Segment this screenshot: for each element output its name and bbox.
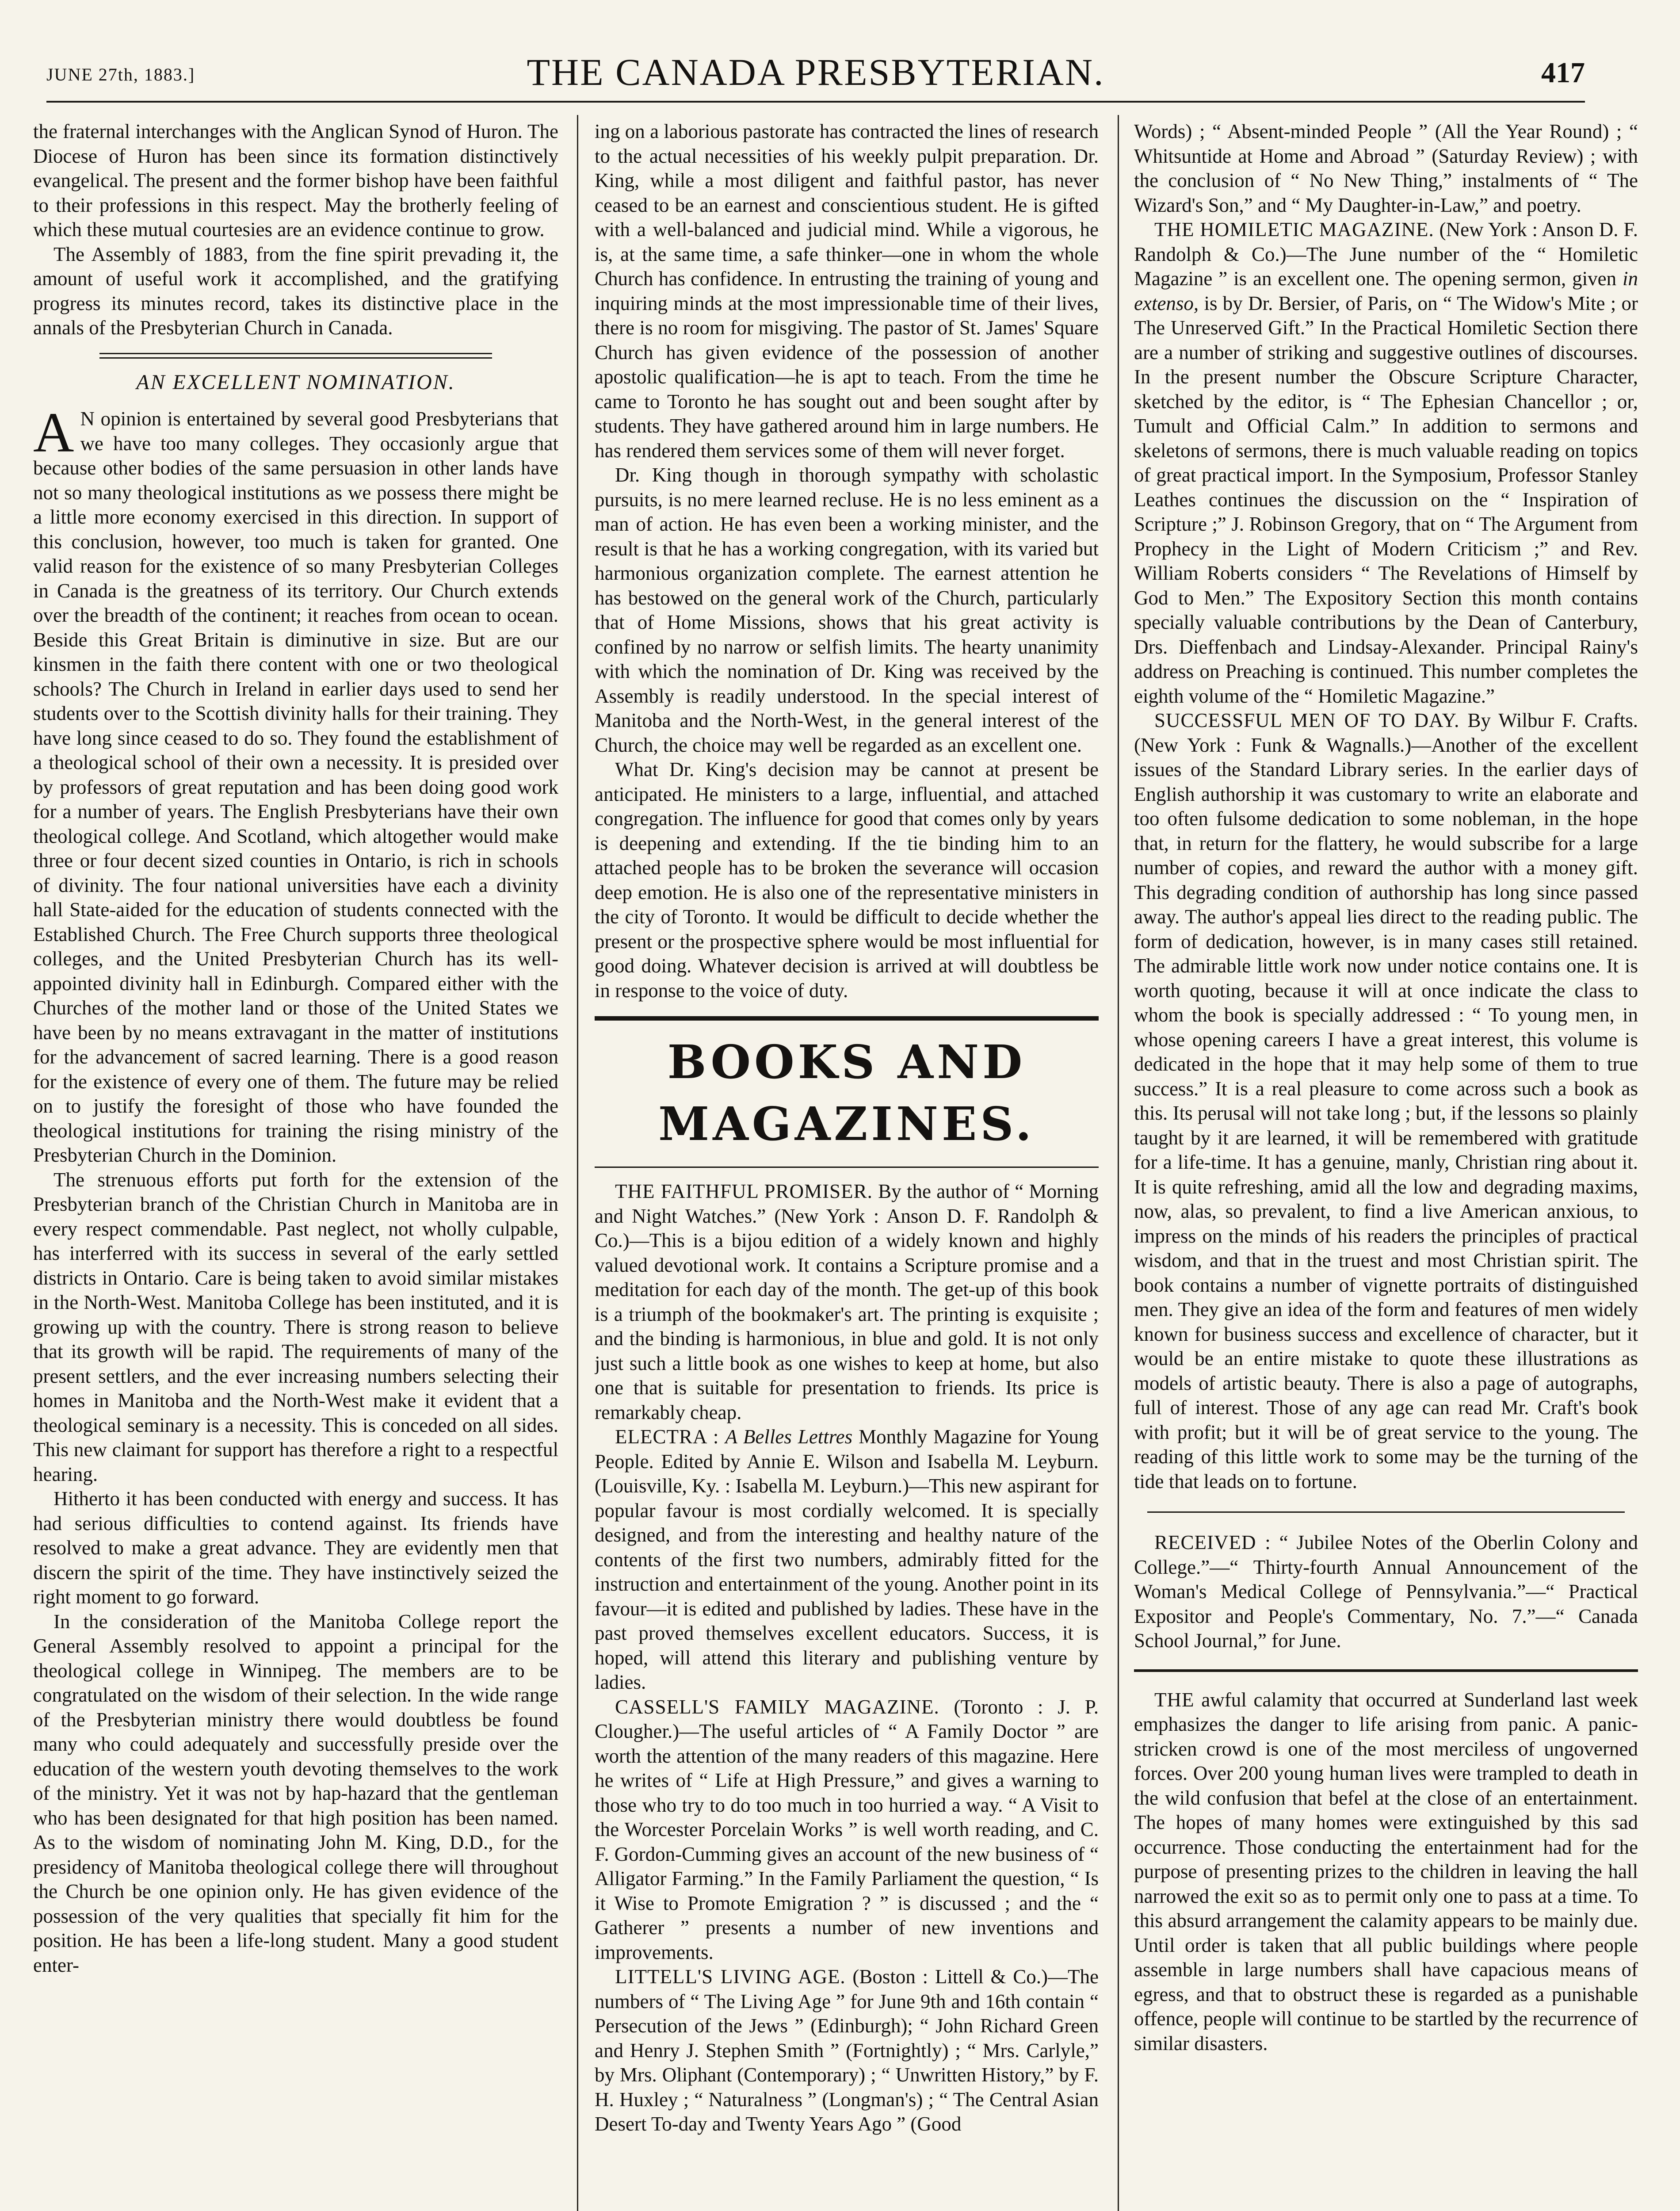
review-title: THE FAITHFUL PROMISER. <box>615 1180 873 1202</box>
review-body: is by Dr. Bersier, of Paris, on “ The Widow's Mite ; or The Unreserved Gift.” In the Practical Homiletic Section there are a number of striking and suggestive outlines of discourses. In the present number the Obscure Scripture Character, sketched by the editor, is “ The Ephesian Chancellor ; or, Tumult and Official Calm.” In addition to sermons and skeletons of sermons, there is much valuable reading on topics of great practical import. In the Symposium, Professor Stanley Leathes continues the discussion on the “ Inspiration of Scripture ;” J. Robinson Gregory, that on “ The Argument from Prophecy in the Light of Modern Criticism ;” and Rev. William Roberts considers “ The Revelations of Himself by God to Men.” The Expository Section this month contains specially valuable contributions by the Dean of Canterbury, Drs. Dieffenbach and Lindsay-Alexander. Principal Rainy's address on Preaching is continued. This number completes the eighth volume of the “ Homiletic Magazine.” <box>1134 292 1638 707</box>
review-homiletic <box>1134 218 1638 708</box>
column-2 <box>595 119 1099 2211</box>
calamity-body: awful calamity that occurred at Sunderland last week emphasizes the danger to life arising from panic. A panic-stricken crowd is one of the most merciless of ungoverned forces. Over 200 young human lives were trampled to death in the wild confusion that befel at the close of an entertainment. The hopes of many homes were extinguished by this sad occurrence. Those conducting the entertainment had for the purpose of presenting prizes to the children in leaving the hall narrowed the exit so as to permit only one to pass at a time. To this absurd arrangement the calamity appears to be mainly due. Until order is taken that all public buildings where people assemble in large numbers shall have capacious means of egress, and that to obstruct these is regarded as a punishable offence, people will continue to be startled by the recurrence of similar disasters. <box>1134 1688 1638 2054</box>
paragraph-action: Dr. King though in thorough sympathy with scholastic pursuits, is no mere learned recluse. He is no less eminent as a man of action. He has even been a working minister, and the result is that he has a working congregation, with its varied but harmonious organization complete. The earnest attention he has bestowed on the general work of the Church, particularly that of Home Missions, shows that his great activity is confined by no narrow or selfish limits. The hearty unanimity with which the nomination of Dr. King was received by the Assembly is readily understood. In the special interest of Manitoba and the North-West, in the general interest of the Church, the choice may well be regarded as an excellent one. <box>595 464 1099 756</box>
received-notice <box>1134 1530 1638 1653</box>
paragraph-synod: the fraternal interchanges with the Anglican Synod of Huron. The Diocese of Huron has been since its formation distinctively evangelical. The present and the former bishop have been faithful to their professions in this respect. May the brotherly feeling of which these mutual courtesies are an evidence continue to grow. <box>33 120 558 241</box>
received-divider <box>1147 1511 1625 1513</box>
paragraph-principal: In the consideration of the Manitoba College report the General Assembly resolved to appoint a principal for the theological college in Winnipeg. The members are to be congratulated on the wisdom of their selection. In the wide range of the Presbyterian ministry there would doubtless be found many who could adequately and successfully preside over the education of the western youth devoting themselves to the work of the ministry. Yet it was not by hap-hazard that the gentleman who has been designated for that high position has been named. As to the wisdom of nominating John M. King, D.D., for the presidency of Manitoba theological college there will throughout the Church be one opinion only. He has given evidence of the possession of the very qualities that specially fit him for the position. He has been a life-long student. Many a good student enter- <box>33 1610 558 1976</box>
received-body: “ Jubilee Notes of the Oberlin Colony and College.”—“ Thirty-fourth Annual Announcement of the Woman's Medical College of Pennsylvania.”—“ Practical Expositor and People's Commentary, No. 7.”—“ Canada School Journal,” for June. <box>1134 1531 1638 1652</box>
review-title: CASSELL'S FAMILY MAGAZINE. <box>615 1695 939 1718</box>
received-title: RECEIVED : <box>1154 1531 1271 1553</box>
review-body: Monthly Magazine for Young People. Edited by Annie E. Wilson and Isabella M. Leyburn. (Louisville, Ky. : Isabella M. Leyburn.)—This new aspirant for popular favour is most cordially welcomed. It is specially designed, and from the interesting and healthy nature of the contents of the first two numbers, admirably fitted for the instruction and entertainment of the young. Another point in its favour—it is edited and published by ladies. These have in the past proved themselves excellent educators. Success, it is hoped, will attend this literary and publishing venture by ladies. <box>595 1426 1099 1693</box>
review-italic: in extenso, <box>1134 268 1638 314</box>
calamity-lead: THE <box>1154 1688 1195 1711</box>
issue-date: JUNE 27th, 1883.] <box>46 65 195 84</box>
paragraph-decision: What Dr. King's decision may be cannot at present be anticipated. He ministers to a large, influential, and attached congregation. The influence for good that comes only by years is deepening and extending. If the tie binding him to an attached people has to be broken the severance will occasion deep emotion. He is also one of the representative ministers in the city of Toronto. It would be difficult to decide whether the present or the prospective sphere would be most influential for good doing. Whatever decision is arrived at will doubtless be in response to the voice of duty. <box>595 758 1099 1002</box>
paragraph-colleges: AN opinion is entertained by several good Presbyterians that we have too many colleges. They occasionly argue that because other bodies of the same persuasion in other lands have not so many theological institutions as we possess there might be a little more economy exercised in this direction. In support of this conclusion, however, too much is taken for granted. One valid reason for the existence of so many Presbyterian Colleges in Canada is the greatness of its territory. Our Church extends over the breadth of the continent; it reaches from ocean to ocean. Beside this Great Britain is diminutive in size. But are our kinsmen in the faith there content with one or two theological schools? The Church in Ireland in earlier days used to send her students over to the Scottish divinity halls for their training. They have long since ceased to do so. They found the establishment of a theological school of their own a necessity. It is presided over by professors of great reputation and has been doing good work for a number of years. The English Presbyterians have their own theological college. And Scotland, which altogether would make three or four decent sized counties in Ontario, is rich in schools of divinity. The four national universities have each a divinity hall State-aided for the education of students connected with the Established Church. The Free Church supports three theological colleges, and the United Presbyterian Church has its well-appointed divinity hall in Edinburgh. Compared either with the Churches of the mother land or those of the United States we have been by no means extravagant in the matter of institutions for the advancement of sacred learning. There is a good reason for the existence of every one of them. The future may be relied on to justify the foresight of those who have founded the theological institutions for training the rising ministry of the Presbyterian Church in the Dominion. <box>33 401 558 1166</box>
review-body: By Wilbur F. Crafts. (New York : Funk & Wagnalls.)—Another of the excellent issues of the Standard Library series. In the earlier days of English authorship it was customary to write an elaborate and too often fulsome dedication to some nobleman, in the hope that, in return for the flattery, he would subscribe for a large number of copies, and reward the author with a money gift. This degrading condition of authorship has long since passed away. The author's appeal lies direct to the reading public. The form of dedication, however, is in many cases still retained. The admirable little work now under notice contains one. It is worth quoting, because it will at once indicate the class to whom the book is specially addressed : “ To young men, in whose opening careers I have a great interest, this volume is dedicated in the hope that it may help some of them to true success.” It is a real pleasure to come across such a book as this. Its perusal will not take long ; but, if the lessons so plainly taught by it are learned, it will be remembered with gratitude for a life-time. It has a genuine, manly, Christian ring about it. It is quite refreshing, amid all the low and degrading maxims, now, alas, so prevalent, to find a live American anxious, to impress on the minds of his readers the principles of practical wisdom, and that in the truest and most Christian spirit. The book contains a number of vignette portraits of distinguished men. They give an idea of the form and features of men widely known for business success and excellence of character, but it would be an entire mistake to quote these illustrations as models of artistic beauty. There is also a page of autographs, full of interest. Those of any age can read Mr. Craft's book with profit; but it will be of great service to the young. The reading of this little work to some may be the turning of the tide that leads on to fortune. <box>1134 709 1638 1492</box>
review-body: (Toronto : J. P. Clougher.)—The useful articles of “ A Family Doctor ” are worth the attention of the many readers of this magazine. Here he writes of “ Life at High Pressure,” and gives a warning to those who try to do too much in too hurried a way. “ A Visit to the Worcester Porcelain Works ” is well worth reading, and C. F. Gordon-Cumming gives an account of the new business of “ Alligator Farming.” In the Family Parliament the question, “ Is it Wise to Promote Emigration ? ” is discussed ; and the “ Gatherer ” presents a number of new inventions and improvements. <box>595 1695 1099 1963</box>
review-title: SUCCESSFUL MEN OF TO DAY. <box>1154 709 1460 731</box>
paragraph-manitoba: The strenuous efforts put forth for the extension of the Presbyterian branch of the Christian Church in Manitoba are in every respect commendable. Past neglect, not wholly culpable, has interferred with its success in several of the early settled districts in Ontario. Care is being taken to avoid similar mistakes in the North-West. Manitoba College has been instituted, and it is growing up with the country. There is strong reason to believe that its growth will be rapid. The requirements of many of the present settlers, and the ever increasing numbers selecting their homes in Manitoba and the North-West make it evident that a theological seminary is a necessity. This is conceded on all sides. This new claimant for support has therefore a right to a respectful hearing. <box>33 1168 558 1485</box>
page-header <box>46 46 1585 95</box>
review-electra <box>595 1425 1099 1695</box>
books-and-magazines-heading: BOOKS AND MAGAZINES. <box>658 1035 1035 1151</box>
paragraph-hitherto: Hitherto it has been conducted with energy and success. It has had serious difficulties to contend against. Its friends have resolved to make a great advance. They are evidently men that discern the spirit of the time. They have instinctively seized the right moment to go forward. <box>33 1488 558 1608</box>
column-rule-2 <box>1118 115 1119 2211</box>
review-successful-men <box>1134 708 1638 1494</box>
review-title: ELECTRA : <box>615 1426 719 1448</box>
paragraph-calamity <box>1134 1688 1638 2056</box>
column-rule-1 <box>577 115 578 2211</box>
review-body: By the author of “ Morning and Night Watches.” (New York : Anson D. F. Randolph & Co.)—This is a bijou edition of a widely known and highly valued devotional work. It contains a Scripture promise and a meditation for each day of the month. The get-up of this book is a triumph of the bookmaker's art. The printing is exquisite ; and the binding is harmonious, in blue and gold. It is not only just such a little book as one wishes to keep at home, but also one that is suitable for presentation to friends. Its price is remarkably cheap. <box>595 1180 1099 1423</box>
section-title-nomination: AN EXCELLENT NOMINATION. <box>136 370 455 394</box>
review-body: (Boston : Littell & Co.)—The numbers of “ The Living Age ” for June 9th and 16th contain “ Persecution of the Jews ” (Edinburgh); “ John Richard Green and Henry J. Stephen Smith ” (Fortnightly) ; “ Mrs. Carlyle,” by Mrs. Oliphant (Contemporary) ; “ Unwritten History,” by F. H. Huxley ; “ Naturalness ” (Longman's) ; “ The Central Asian Desert To-day and Twenty Years Ago ” (Good <box>595 1966 1099 2135</box>
section-divider <box>99 353 492 359</box>
column-1 <box>33 119 558 2211</box>
review-littells <box>595 1965 1099 2137</box>
review-body: (New York : Anson D. F. Randolph & Co.)—The June number of the “ Homiletic Magazine ” is an excellent one. The opening sermon, given <box>1134 218 1638 290</box>
review-title: THE HOMILETIC MAGAZINE. <box>1154 218 1434 241</box>
review-cassells <box>595 1695 1099 1965</box>
newspaper-title: THE CANADA PRESBYTERIAN. <box>527 51 1105 93</box>
header-rule <box>46 101 1585 103</box>
paragraph-pastorate: ing on a laborious pastorate has contracted the lines of research to the actual necessities of his weekly pulpit preparation. Dr. King, while a most diligent and faithful pastor, has never ceased to be an earnest and conscientious student. He is gifted with a well-balanced and judicial mind. While a vigorous, he is, at the same time, a safe thinker—one in whom the whole Church has confidence. In entrusting the training of young and inquiring minds at the most impressionable time of their lives, there is no room for misgiving. The pastor of St. James' Square Church has given evidence of the possession of another apostolic qualification—he is apt to teach. From the time he came to Toronto he has sought out and been sought after by students. They have gathered around him in large numbers. He has rendered them services some of them will never forget. <box>595 120 1099 462</box>
calamity-divider <box>1134 1669 1638 1672</box>
review-title: LITTELL'S LIVING AGE. <box>615 1966 846 1988</box>
section-rule-top <box>595 1016 1099 1021</box>
paragraph-assembly: The Assembly of 1883, from the fine spirit prevading it, the amount of useful work it accomplished, and the gratifying progress its minutes record, takes its distinctive place in the annals of the Presbyterian Church in Canada. <box>33 243 558 339</box>
review-littells-continued: Words) ; “ Absent-minded People ” (All the Year Round) ; “ Whitsuntide at Home and Abroad ” (Saturday Review) ; with the conclusion of “ No New Thing,” instalments of “ The Wizard's Son,” and “ My Daughter-in-Law,” and poetry. <box>1134 120 1638 216</box>
column-3 <box>1134 119 1638 2211</box>
review-faithful-promiser <box>595 1179 1099 1425</box>
page-number: 417 <box>1541 57 1585 89</box>
review-italic: A Belles Lettres <box>725 1426 853 1448</box>
section-rule-bottom <box>595 1167 1099 1168</box>
